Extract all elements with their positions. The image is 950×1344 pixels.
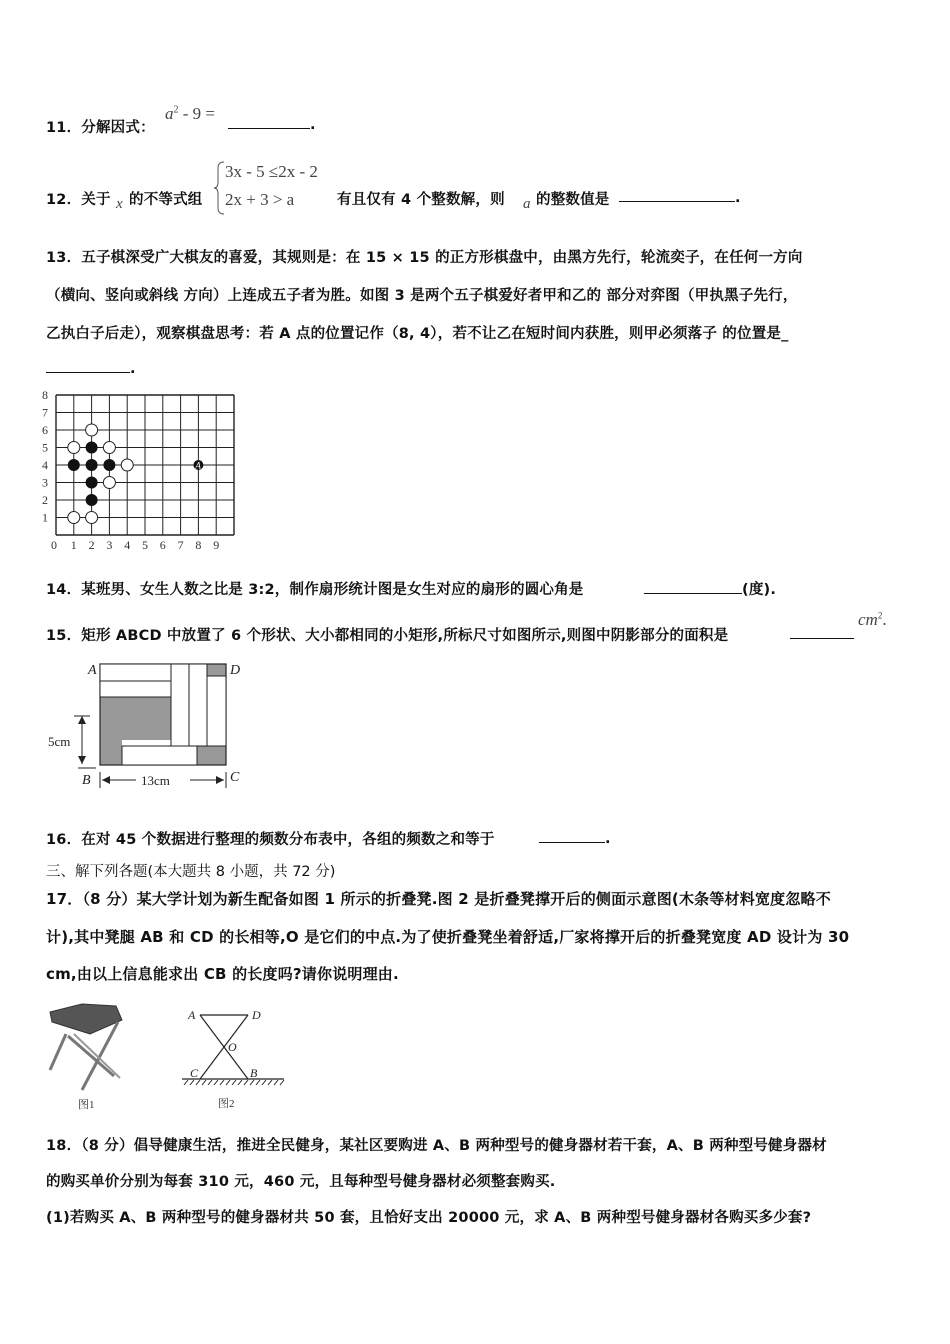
svg-text:2: 2 [88,538,95,552]
question-16: 16．在对 45 个数据进行整理的频数分布表中，各组的频数之和等于 [46,832,495,848]
q11-var-a: a [165,104,174,123]
q17-line-2: 计),其中凳腿 AB 和 CD 的长相等,O 是它们的中点.为了使折叠凳坐着舒适,厂家将撑开后的折叠凳宽度 AD 设计为 30 [46,928,850,946]
svg-text:8: 8 [42,388,48,402]
q15-answer-line[interactable] [790,624,854,643]
fig2-label-b: B [250,1066,258,1080]
white-stone [86,512,98,524]
q13-line-1: 13．五子棋深受广大棋友的喜爱，其规则是：在 15 × 15 的正方形棋盘中，由黑方先行，轮流奕子，在任何一方向 [46,250,803,266]
svg-text:A: A [195,460,201,471]
fig2-label-o: O [228,1040,237,1054]
black-stone [103,459,115,471]
label-13cm: 13cm [141,773,170,788]
fig2-label-c: C [190,1066,199,1080]
svg-text:7: 7 [177,538,184,552]
q16-answer-line[interactable]: . [539,828,611,847]
q12-number: 12． [46,192,82,208]
q12-var-a: a [523,196,531,212]
fig2-label-a: A [188,1008,196,1022]
svg-text:6: 6 [159,538,166,552]
white-stone [103,477,115,489]
q12-text3: 有且仅有 4 个整数解，则 [337,192,505,208]
q12-var-x: x [116,196,123,212]
q18-line-3: (1)若购买 A、B 两种型号的健身器材共 50 套，且恰好支出 20000 元，求 A、B 两种型号健身器材各购买多少套? [46,1210,812,1226]
white-stone [121,459,133,471]
q14-answer-line[interactable]: (度). [644,578,776,599]
white-stone [68,512,80,524]
label-c: C [230,770,240,785]
folding-stool-figure [44,998,144,1113]
fig2-caption: 图2 [218,1098,235,1110]
label-5cm: 5cm [48,734,71,749]
question-15: 15．矩形 ABCD 中放置了 6 个形状、大小都相同的小矩形,所标尺寸如图所示,则图中阴影部分的面积是 [46,628,729,644]
q12-text2: 的不等式组 [129,192,203,208]
black-stone [86,442,98,454]
svg-text:4: 4 [42,458,48,472]
fig1-caption: 图1 [78,1099,95,1111]
svg-text:7: 7 [42,405,48,420]
label-d: D [230,663,241,678]
q17-line-1: 17．（8 分）某大学计划为新生配备如图 1 所示的折叠凳.图 2 是折叠凳撑开后的侧面示意图(木条等材料宽度忽略不 [46,890,831,908]
section-3-title: 三、解下列各题(本大题共 8 小题，共 72 分) [46,864,336,880]
q11-number: 11． [46,120,82,136]
svg-text:5: 5 [142,538,148,552]
gomoku-board [40,383,240,555]
q12-inequality-1: 3x - 5 ≤2x - 2 [225,162,318,181]
q12-answer-line[interactable]: . [619,187,741,206]
svg-text:3: 3 [42,475,48,490]
q12-inequality-2: 2x + 3 > a [225,190,295,209]
q13-answer-line[interactable]: . [46,358,136,377]
svg-text:5: 5 [42,440,48,455]
svg-text:0: 0 [51,538,57,552]
q11-exponent: 2 [173,104,179,116]
white-stone [86,424,98,436]
svg-text:1: 1 [42,510,48,525]
q11-expression [165,104,215,124]
white-stone [103,442,115,454]
question-11 [46,116,155,137]
label-a: A [88,663,97,678]
svg-text:1: 1 [70,538,77,552]
black-stone [86,494,98,506]
black-stone [86,477,98,489]
question-12: 12．关于 [46,192,111,208]
svg-text:8: 8 [195,538,202,552]
label-b: B [82,773,91,788]
q12-text4: 的整数值是 [536,192,610,208]
q17-line-3: cm,由以上信息能求出 CB 的长度吗?请你说明理由. [46,965,399,983]
q18-line-2: 的购买单价分别为每套 310 元，460 元，且每种型号健身器材必须整套购买. [46,1174,556,1190]
q13-line-2: （横向、竖向或斜线 方向）上连成五子者为胜。如图 3 是两个五子棋爱好者甲和乙的 部分对弈图（甲执黑子先行， [46,288,798,304]
svg-text:3: 3 [106,538,113,552]
svg-text:2: 2 [42,493,48,507]
q11-expr-rest: - 9 = [178,104,215,123]
white-stone [68,442,80,454]
rectangle-figure [44,660,254,800]
q18-line-1: 18．（8 分）倡导健康生活，推进全民健身，某社区要购进 A、B 两种型号的健身器材若干套，A、B 两种型号健身器材 [46,1138,827,1154]
question-14: 14．某班男、女生人数之比是 3:2，制作扇形统计图是女生对应的扇形的圆心角是 [46,582,584,598]
stool-side-diagram [180,1003,295,1113]
q11-answer-line[interactable]: . [228,114,316,133]
svg-text:6: 6 [42,423,48,437]
q11-text: 分解因式： [81,120,155,136]
fig2-label-d: D [252,1008,261,1022]
black-stone [68,459,80,471]
svg-text:9: 9 [213,538,220,552]
q13-line-3: 乙执白子后走），观察棋盘思考：若 A 点的位置记作（8, 4），若不让乙在短时间内获胜，则甲必须落子 的位置是_ [46,326,789,342]
svg-text:4: 4 [124,538,131,552]
q15-unit: $cm^2$. [858,610,887,629]
black-stone [86,459,98,471]
